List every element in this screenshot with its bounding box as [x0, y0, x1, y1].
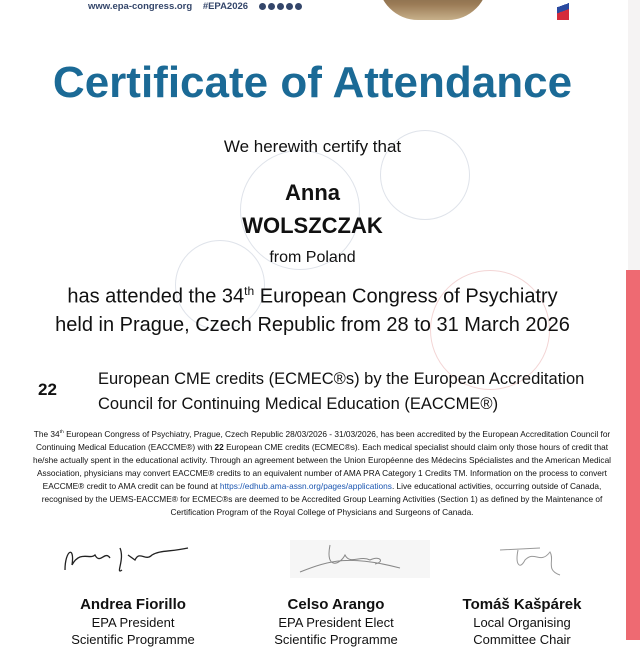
- signatory-name: Tomáš Kašpárek: [462, 596, 582, 613]
- signatory-role: Scientific Programme: [71, 632, 195, 647]
- x-icon[interactable]: [268, 3, 275, 10]
- text: Council for Continuing Medical Education (EACCME®): [98, 395, 499, 413]
- side-pattern: [628, 0, 640, 270]
- signatory-role: Local Organising: [473, 615, 571, 630]
- text: European Congress of Psychiatry: [254, 285, 558, 308]
- signatory-role: EPA President Elect: [278, 615, 394, 630]
- signatory-role: Committee Chair: [473, 632, 571, 647]
- text: 22: [214, 441, 224, 452]
- hashtag: #EPA2026: [202, 1, 249, 12]
- certificate-title: Certificate of Attendance: [52, 58, 573, 107]
- text: The 34: [33, 428, 60, 439]
- text: . Live educational activities, occurring outside of Canada, recognised by the UEMS-EACCME® for ECMEC®s are deemed to be Accredited Group Learning Activities (Section 1) as defined by the Maintenance of Certification Program of the Royal College of Physicians and Surgeons of Canada.: [41, 480, 603, 517]
- instagram-icon[interactable]: [286, 3, 293, 10]
- credits-number: 22: [38, 380, 57, 399]
- accreditation-fine-print: [28, 426, 616, 519]
- prague-photo: [378, 0, 488, 20]
- text: European Congress of Psychiatry, Prague, Czech Republic 28/03/2026 - 31/03/2026, has been accredited by the European Accreditation Council for Continuing Medical Education (EACCME®) with: [35, 428, 611, 452]
- attendee-country: from Poland: [269, 249, 356, 266]
- text: th: [59, 429, 64, 435]
- signature-arango: [290, 540, 430, 578]
- signatory-name: Celso Arango: [287, 596, 385, 613]
- text: European CME credits (ECMEC®s). Each medical specialist should claim only those hours of credit that he/she actually spent in the educational activity. Through an agreement between the Union Européenne des Médecins Spécialistes and the American Medical Association, physicians may convert EACCME® credits to an equivalent number of AMA PRA Category 1 Credits TM. Information on the process to convert EACCME® credit to AMA credit can be found at: [32, 441, 612, 491]
- attendance-line-2: held in Prague, Czech Republic from 28 to 31 March 2026: [55, 314, 570, 336]
- czech-flag-icon: [557, 0, 569, 20]
- header-bar: [88, 1, 302, 12]
- text: th: [244, 284, 255, 298]
- text: European CME credits (ECMEC®s) by the European Accreditation: [98, 370, 585, 388]
- side-stripe: [626, 270, 640, 640]
- certify-text: We herewith certify that: [223, 137, 402, 156]
- signatory-role: Scientific Programme: [274, 632, 398, 647]
- youtube-icon[interactable]: [295, 3, 302, 10]
- signature-kasparek: [480, 540, 620, 578]
- signatory-name: Andrea Fiorillo: [80, 596, 186, 613]
- text: has attended the 34: [67, 285, 245, 308]
- website-link[interactable]: www.epa-congress.org: [88, 1, 193, 12]
- linkedin-icon[interactable]: [259, 3, 266, 10]
- attendance-line-1: [0, 284, 625, 309]
- credits-description: [98, 367, 618, 417]
- attendee-last-name: WOLSZCZAK: [242, 213, 383, 238]
- signature-fiorillo: [60, 540, 200, 578]
- ama-link[interactable]: https://edhub.ama-assn.org/pages/applications: [219, 480, 392, 491]
- attendee-first-name: Anna: [285, 180, 340, 205]
- facebook-icon[interactable]: [277, 3, 284, 10]
- signatory-role: EPA President: [91, 615, 175, 630]
